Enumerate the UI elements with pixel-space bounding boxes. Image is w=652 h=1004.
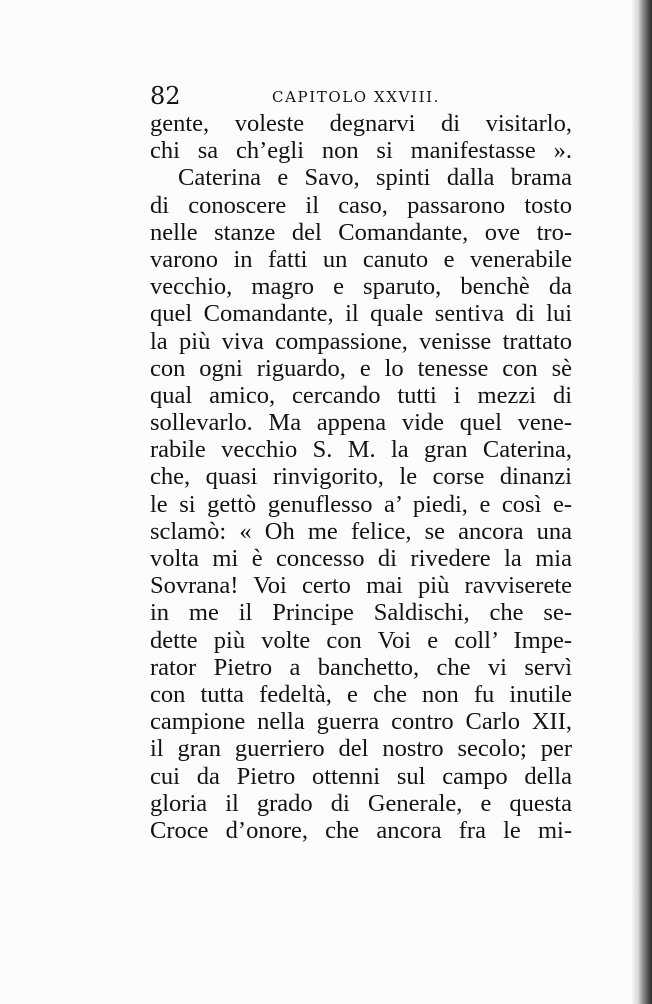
text-line: le si gettò genuflesso a’ piedi, e così e- — [150, 490, 572, 518]
text-line: Caterina e Savo, spinti dalla brama — [178, 164, 572, 192]
text-line: il gran guerriero del nostro secolo; per — [150, 735, 572, 763]
text-line: volta mi è concesso di rivedere la mia — [150, 545, 572, 572]
text-line: vecchio, magro e sparuto, benchè da — [150, 273, 572, 301]
text-line: chi sa ch’egli non si manifestasse ». — [150, 137, 572, 165]
text-line: campione nella guerra contro Carlo XII, — [150, 708, 572, 736]
text-line: con tutta fedeltà, e che non fu inutile — [150, 680, 572, 708]
text-line: con ogni riguardo, e lo tenesse con sè — [150, 354, 572, 382]
text-line: sollevarlo. Ma appena vide quel vene- — [150, 409, 572, 437]
text-line: Croce d’onore, che ancora fra le mi- — [150, 816, 572, 844]
text-line: la più viva compassione, venisse trattato — [150, 327, 572, 355]
text-line: dette più volte con Voi e coll’ Impe- — [150, 626, 572, 654]
text-line: varono in fatti un canuto e venerabile — [150, 245, 572, 273]
running-head: CAPITOLO XXVIII. — [272, 88, 440, 106]
book-spine-edge — [632, 0, 652, 1004]
text-line: Sovrana! Voi certo mai più ravviserete — [150, 572, 572, 600]
text-line: rator Pietro a banchetto, che vi servì — [150, 653, 572, 681]
text-line: gloria il grado di Generale, e questa — [150, 789, 572, 817]
text-line: rabile vecchio S. M. la gran Caterina, — [150, 436, 572, 464]
page-header — [150, 82, 576, 112]
text-line: nelle stanze del Comandante, ove tro- — [150, 218, 572, 246]
text-line: qual amico, cercando tutti i mezzi di — [150, 381, 572, 409]
body-text — [150, 110, 572, 844]
text-line: cui da Pietro ottenni sul campo della — [150, 762, 572, 790]
text-line: in me il Principe Saldischi, che se- — [150, 599, 572, 627]
text-line: gente, voleste degnarvi di visitarlo, — [150, 110, 572, 137]
text-line: che, quasi rinvigorito, le corse dinanzi — [150, 463, 572, 491]
text-line: di conoscere il caso, passarono tosto — [150, 191, 572, 219]
page-number: 82 — [150, 82, 181, 110]
text-line: sclamò: « Oh me felice, se ancora una — [150, 517, 572, 545]
text-line: quel Comandante, il quale sentiva di lui — [150, 300, 572, 328]
